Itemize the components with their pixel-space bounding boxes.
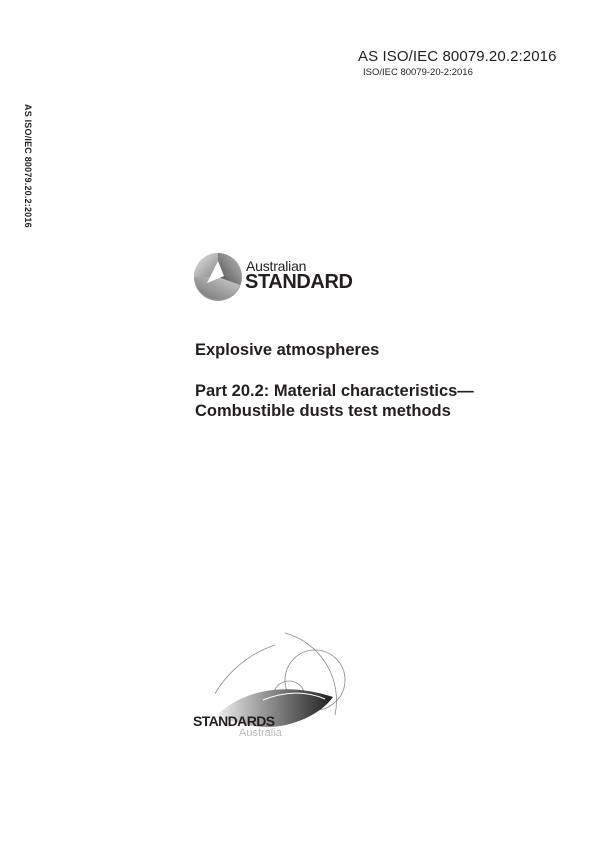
document-title: Explosive atmospheres [195, 341, 380, 359]
subtitle-line-1: Part 20.2: Material characteristics— [195, 382, 474, 400]
international-designation: ISO/IEC 80079-20-2:2016 [363, 67, 473, 78]
australian-standard-tick-icon [193, 252, 243, 302]
logo-wordmark-standard: STANDARD [245, 271, 353, 293]
logo-wordmark-australian: Australian [246, 258, 307, 274]
subtitle-line-2: Combustible dusts test methods [195, 402, 451, 420]
publisher-wordmark-standards: STANDARDS [193, 713, 275, 729]
publisher-wordmark-australia: Australia [239, 727, 282, 739]
spine-designation: AS ISO/IEC 80079.20.2:2016 [23, 104, 33, 228]
standard-designation: AS ISO/IEC 80079.20.2:2016 [358, 48, 557, 65]
document-subtitle [195, 381, 474, 421]
